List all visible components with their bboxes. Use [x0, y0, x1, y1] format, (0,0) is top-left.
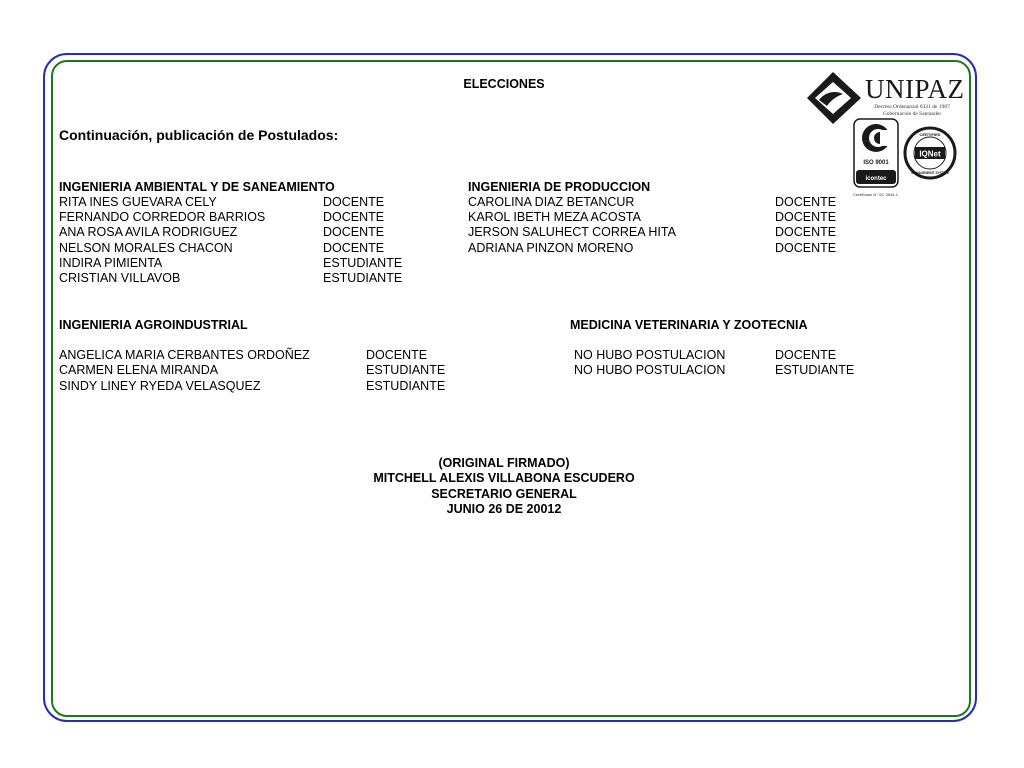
signature-position: SECRETARIO GENERAL — [431, 487, 577, 501]
section-title-ambiental: INGENIERIA AMBIENTAL Y DE SANEAMIENTO — [59, 180, 335, 194]
candidate-role: DOCENTE — [323, 210, 385, 224]
candidate-role: DOCENTE — [775, 348, 837, 362]
certified-label: CERTIFIED — [919, 132, 941, 137]
section-title-produccion: INGENIERIA DE PRODUCCION — [468, 180, 651, 194]
candidate-name: KAROL IBETH MEZA ACOSTA — [468, 210, 641, 224]
signature-name: MITCHELL ALEXIS VILLABONA ESCUDERO — [373, 471, 635, 485]
candidate-name: NO HUBO POSTULACION — [574, 348, 726, 362]
iso-label: ISO 9001 — [863, 160, 889, 166]
candidate-role: DOCENTE — [775, 210, 837, 224]
candidate-role: DOCENTE — [323, 195, 385, 209]
candidate-name: INDIRA PIMIENTA — [59, 256, 163, 270]
candidate-name: ANA ROSA AVILA RODRIGUEZ — [59, 225, 238, 239]
candidate-name: CAROLINA DIAZ BETANCUR — [468, 195, 635, 209]
certificate-number: Certificado N° SC 3844-1 — [853, 192, 898, 197]
iqnet-certified-badge-icon — [903, 126, 957, 180]
signature-original: (ORIGINAL FIRMADO) — [438, 456, 570, 470]
candidate-name: ADRIANA PINZON MORENO — [468, 241, 634, 255]
unipaz-logo — [805, 68, 965, 200]
candidate-name: RITA INES GUEVARA CELY — [59, 195, 217, 209]
candidate-name: NO HUBO POSTULACION — [574, 363, 726, 377]
icontec-label: icontec — [865, 176, 887, 182]
icontec-iso-badge-icon — [853, 118, 899, 188]
logo-subtitle-line1: Decreto Ordenanzal 0331 de 1987 — [874, 104, 950, 110]
candidate-role: DOCENTE — [775, 241, 837, 255]
candidate-role: DOCENTE — [775, 225, 837, 239]
document-subtitle: Continuación, publicación de Postulados: — [59, 127, 339, 143]
candidate-role: ESTUDIANTE — [775, 363, 855, 377]
iqnet-label: IQNet — [919, 149, 941, 159]
candidate-name: ANGELICA MARIA CERBANTES ORDOÑEZ — [59, 348, 310, 362]
candidate-role: DOCENTE — [323, 225, 385, 239]
logo-subtitle-line2: Gobernación de Santander — [882, 110, 942, 117]
section-title-agroindustrial: INGENIERIA AGROINDUSTRIAL — [59, 318, 248, 332]
candidate-name: SINDY LINEY RYEDA VELASQUEZ — [59, 379, 261, 393]
document-title: ELECCIONES — [463, 77, 545, 91]
candidate-role: ESTUDIANTE — [366, 379, 446, 393]
candidate-name: CARMEN ELENA MIRANDA — [59, 363, 219, 377]
unipaz-wordmark: UNIPAZ — [865, 74, 965, 104]
candidate-role: DOCENTE — [323, 241, 385, 255]
candidate-name: FERNANDO CORREDOR BARRIOS — [59, 210, 266, 224]
candidate-role: ESTUDIANTE — [366, 363, 446, 377]
candidate-name: JERSON SALUHECT CORREA HITA — [468, 225, 676, 239]
management-label: MANAGEMENT SYSTEM — [911, 171, 949, 175]
signature-date: JUNIO 26 DE 20012 — [446, 502, 562, 516]
candidate-name: CRISTIAN VILLAVOB — [59, 271, 181, 285]
candidate-role: ESTUDIANTE — [323, 256, 403, 270]
candidate-role: ESTUDIANTE — [323, 271, 403, 285]
candidate-name: NELSON MORALES CHACON — [59, 241, 233, 255]
unipaz-decree — [867, 104, 957, 117]
section-title-veterinaria: MEDICINA VETERINARIA Y ZOOTECNIA — [570, 318, 808, 332]
candidate-role: DOCENTE — [366, 348, 428, 362]
candidate-role: DOCENTE — [775, 195, 837, 209]
